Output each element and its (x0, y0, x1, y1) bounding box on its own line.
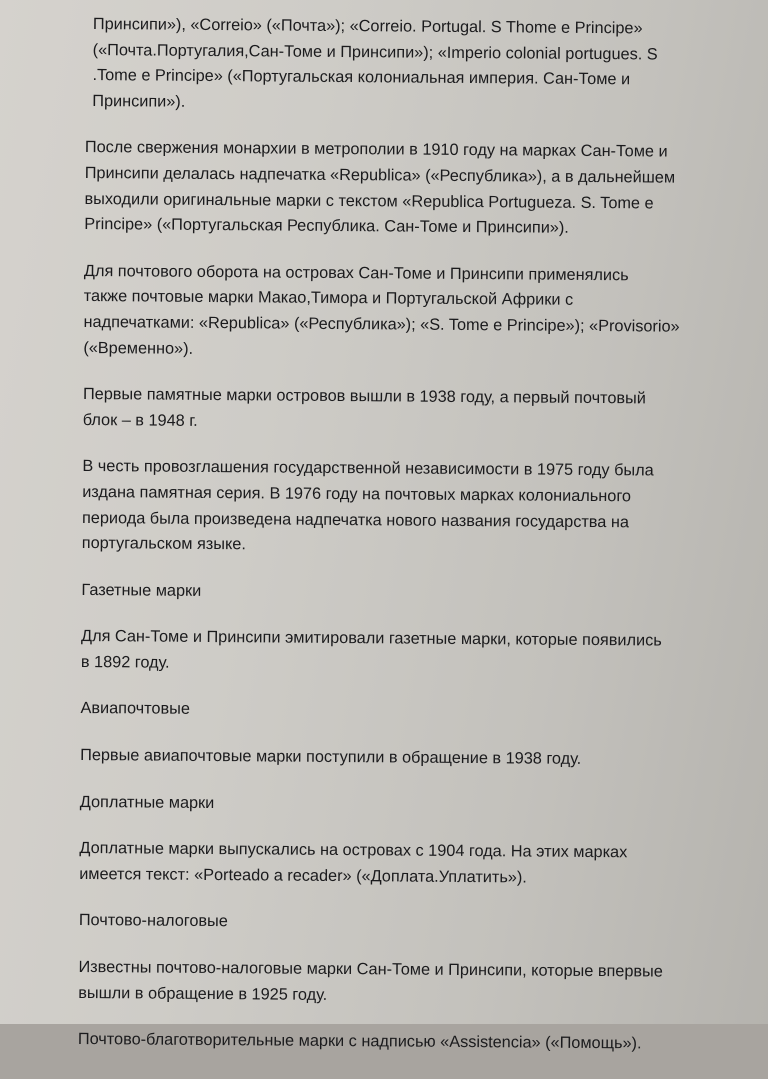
paragraph-newspaper-stamps: Для Сан-Томе и Принсипи эмитировали газетные марки, которые появились в 1892 году. (80, 627, 662, 672)
heading-postal-tax: Почтово-налоговые (78, 911, 228, 931)
paragraph-charity-stamps: Почтово-благотворительные марки с надписью «Assistencia» («Помощь»). (77, 1030, 642, 1053)
document-body (78, 12, 736, 1079)
paragraph-first-commemoratives: Первые памятные марки островов вышли в 1938 году, а первый почтовый блок – в 1948 г. (82, 385, 646, 430)
paragraph-republic-overprint: После свержения монархии в метрополии в 1910 году на марках Сан-Томе и Принсипи делалась надпечатка «Republica» («Республика»), а в дальнейшем выходили оригинальные марки с текстом «Republica Portugueza. S. Tome e Principe» («Португальская Республика. Сан-Томе и Принсипи»). (84, 138, 676, 237)
paragraph-airmail: Первые авиапочтовые марки поступили в обращение в 1938 году. (80, 746, 582, 768)
paragraph-postal-tax: Известны почтово-налоговые марки Сан-Томе и Принсипи, которые впервые вышли в обращение в 1925 году. (78, 958, 663, 1004)
paragraph-stamp-inscriptions: Принсипи»), «Correio» («Почта»); «Correio. Portugal. S Thome e Principe» («Почта.Португалия,Сан-Томе и Принсипи»); «Imperio colonial portugues. S .Tome e Principe» («Португальская колониальная империя. Сан-Томе и Принсипи»). (92, 15, 658, 111)
paragraph-postage-due: Доплатные марки выпускались на островах с 1904 года. На этих марках имеется текст: «Porteado a recader» («Доплата.Уплатить»). (79, 839, 628, 887)
heading-airmail: Авиапочтовые (80, 699, 190, 719)
paragraph-postal-circulation: Для почтового оборота на островах Сан-Томе и Принсипи применялись также почтовые марки Макао,Тимора и Португальской Африки с надпечатками: «Republica» («Республика»); «S. Tome e Principe»); «Provisorio» («Временно»). (83, 261, 680, 358)
heading-newspaper-stamps: Газетные марки (81, 580, 202, 600)
paragraph-independence: В честь провозглашения государственной независимости в 1975 году была издана памятная серия. В 1976 году на почтовых марках колониального периода была произведена надпечатка нового названия государства на португальском языке. (81, 457, 654, 554)
heading-postage-due: Доплатные марки (79, 792, 215, 812)
